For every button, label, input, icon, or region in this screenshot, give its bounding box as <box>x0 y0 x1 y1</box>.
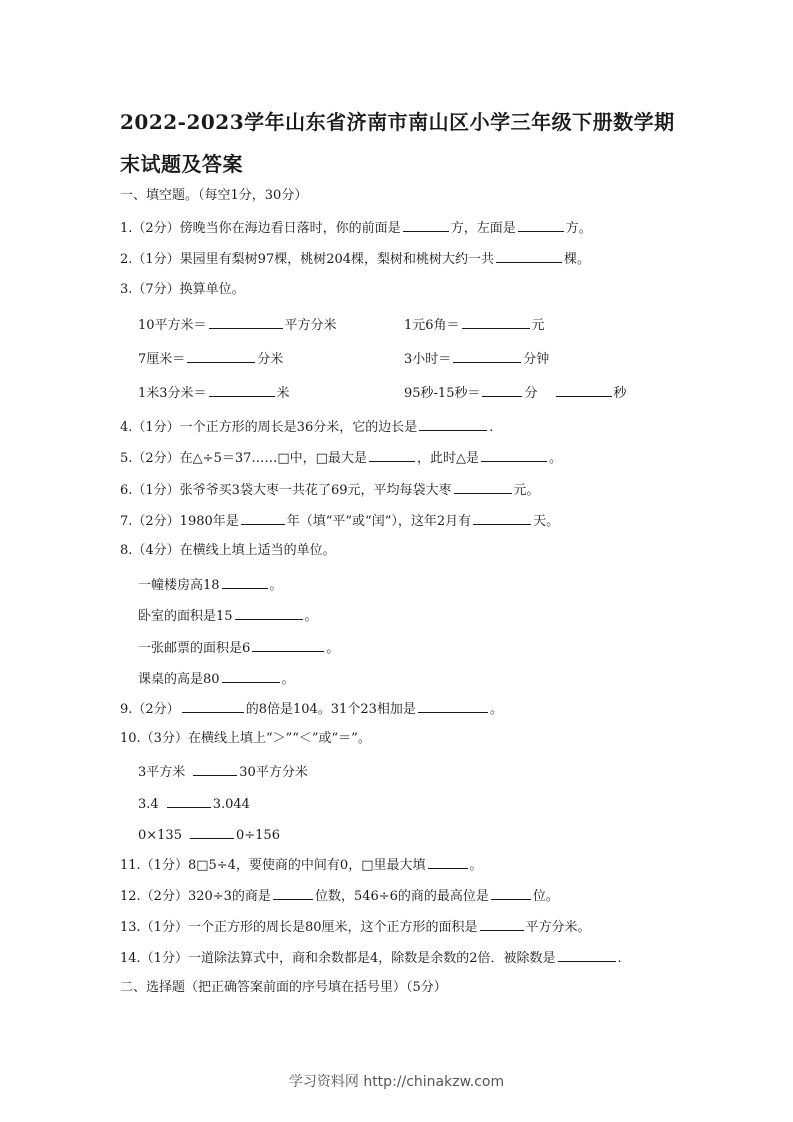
answer-blank[interactable] <box>428 856 468 869</box>
q13-text-a: 13.（1分）一个正方形的周长是80厘米，这个正方形的面积是 <box>120 920 478 935</box>
answer-blank[interactable] <box>209 384 275 397</box>
question-5 <box>120 449 562 467</box>
answer-blank[interactable] <box>209 316 283 329</box>
q3-r1-r2: 元 <box>531 318 545 333</box>
q10-item-2 <box>138 795 250 813</box>
q3-row1-right <box>404 316 545 334</box>
q3-row2-left <box>138 350 283 368</box>
answer-blank[interactable] <box>182 700 244 713</box>
q10-item-3 <box>138 826 280 844</box>
doc-title-line1: 2022-2023学年山东省济南市南山区小学三年级下册数学期 <box>120 110 675 134</box>
q10-item-1 <box>138 763 308 781</box>
q3-row2-right <box>404 350 549 368</box>
question-13 <box>120 918 591 936</box>
q11-text-b: 。 <box>469 858 483 873</box>
q3-r3-l2: 米 <box>276 386 290 401</box>
answer-blank[interactable] <box>462 316 530 329</box>
q12-text-b: 位数，546÷6的商的最高位是 <box>314 889 489 904</box>
answer-blank[interactable] <box>454 481 512 494</box>
q6-text-a: 6.（1分）张爷爷买3袋大枣一共花了69元，平均每袋大枣 <box>120 483 452 498</box>
q5-text-a: 5.（2分）在△÷5＝37……□中，□最大是 <box>120 451 367 466</box>
q7-text-a: 7.（2分）1980年是 <box>120 514 239 529</box>
q1-text-c: 方。 <box>565 221 592 236</box>
q12-text-c: 位。 <box>532 889 559 904</box>
footer-watermark: 学习资料网 http://chinakzw.com <box>288 1074 505 1090</box>
question-12 <box>120 887 559 905</box>
q10-1-right: 30平方分米 <box>239 765 308 780</box>
q3-r1-r1: 1元6角＝ <box>404 318 460 333</box>
answer-blank[interactable] <box>222 670 280 683</box>
q5-text-b: ，此时△是 <box>416 451 479 466</box>
doc-title-line2: 末试题及答案 <box>120 152 243 176</box>
q12-text-a: 12.（2分）320÷3的商是 <box>120 889 271 904</box>
q3-r1-l1: 10平方米＝ <box>138 318 207 333</box>
q8-item-2 <box>138 607 318 625</box>
answer-blank[interactable] <box>273 887 313 900</box>
q9-text-c: 。 <box>489 702 503 717</box>
q10-3-left: 0×135 <box>138 828 182 843</box>
q10-2-left: 3.4 <box>138 797 159 812</box>
answer-blank[interactable] <box>481 449 547 462</box>
q8-item-1 <box>138 576 283 594</box>
q3-r3-r3: 秒 <box>613 386 627 401</box>
answer-blank[interactable] <box>491 887 531 900</box>
answer-blank[interactable] <box>167 795 211 808</box>
question-1 <box>120 219 592 237</box>
q10-3-right: 0÷156 <box>235 828 280 843</box>
q13-text-b: 平方分米。 <box>525 920 591 935</box>
question-11 <box>120 856 483 874</box>
question-8: 8.（4分）在横线上填上适当的单位。 <box>120 543 336 558</box>
answer-blank[interactable] <box>222 576 268 589</box>
answer-blank[interactable] <box>190 826 234 839</box>
answer-blank[interactable] <box>187 350 255 363</box>
q8-3-text: 一张邮票的面积是6 <box>138 641 251 656</box>
q3-row1-left <box>138 316 337 334</box>
answer-blank[interactable] <box>453 350 521 363</box>
question-4 <box>120 418 493 436</box>
q8-2-end: 。 <box>304 609 318 624</box>
q4-text-b: . <box>489 420 494 435</box>
q3-r3-r2: 分 <box>524 386 538 401</box>
q8-4-end: 。 <box>281 672 295 687</box>
q14-text-b: . <box>617 951 622 966</box>
q2-text-b: 棵。 <box>564 252 591 267</box>
question-3: 3.（7分）换算单位。 <box>120 282 245 297</box>
q4-text-a: 4.（1分）一个正方形的周长是36分米，它的边长是 <box>120 420 418 435</box>
q3-r2-l1: 7厘米＝ <box>138 352 186 367</box>
question-14 <box>120 949 622 967</box>
answer-blank[interactable] <box>418 700 488 713</box>
q3-r3-r1: 95秒-15秒＝ <box>404 386 481 401</box>
q8-1-end: 。 <box>269 578 283 593</box>
section-fill-blank-heading: 一、填空题。（每空1分，30分） <box>120 188 308 203</box>
q3-r3-l1: 1米3分米＝ <box>138 386 207 401</box>
question-6 <box>120 481 540 499</box>
answer-blank[interactable] <box>473 512 531 525</box>
q8-item-4 <box>138 670 295 688</box>
section-choice-heading: 二、选择题（把正确答案前面的序号填在括号里）（5分） <box>120 980 447 995</box>
answer-blank[interactable] <box>480 918 524 931</box>
answer-blank[interactable] <box>235 607 303 620</box>
q3-row3-left <box>138 384 290 402</box>
question-7 <box>120 512 559 530</box>
q5-text-c: 。 <box>548 451 562 466</box>
answer-blank[interactable] <box>496 250 562 263</box>
q8-item-3 <box>138 639 339 657</box>
answer-blank[interactable] <box>518 219 564 232</box>
q8-3-end: 。 <box>326 641 340 656</box>
q3-r2-l2: 分米 <box>257 352 284 367</box>
q7-text-c: 天。 <box>533 514 560 529</box>
question-2 <box>120 250 590 268</box>
answer-blank[interactable] <box>241 512 285 525</box>
answer-blank[interactable] <box>556 384 612 397</box>
answer-blank[interactable] <box>482 384 522 397</box>
q8-4-text: 课桌的高是80 <box>138 672 220 687</box>
answer-blank[interactable] <box>369 449 415 462</box>
q6-text-b: 元。 <box>513 483 540 498</box>
question-9 <box>120 700 503 718</box>
q1-text-b: 方，左面是 <box>450 221 516 236</box>
q9-text-a: 9.（2分） <box>120 702 180 717</box>
answer-blank[interactable] <box>403 219 449 232</box>
q10-1-left: 3平方米 <box>138 765 186 780</box>
answer-blank[interactable] <box>252 639 324 652</box>
q3-row3-right <box>404 384 627 402</box>
q1-text-a: 1.（2分）傍晚当你在海边看日落时，你的前面是 <box>120 221 401 236</box>
answer-blank[interactable] <box>419 418 487 431</box>
q11-text-a: 11.（1分）8□5÷4，要使商的中间有0，□里最大填 <box>120 858 426 873</box>
q8-1-text: 一幢楼房高18 <box>138 578 220 593</box>
answer-blank[interactable] <box>193 763 237 776</box>
q3-r2-r2: 分钟 <box>523 352 550 367</box>
q2-text-a: 2.（1分）果园里有梨树97棵，桃树204棵，梨树和桃树大约一共 <box>120 252 495 267</box>
q3-r1-l2: 平方分米 <box>284 318 337 333</box>
answer-blank[interactable] <box>558 949 616 962</box>
q7-text-b: 年（填“平”或“闰”），这年2月有 <box>286 514 472 529</box>
q10-2-right: 3.044 <box>212 797 250 812</box>
q8-2-text: 卧室的面积是15 <box>138 609 233 624</box>
question-10: 10.（3分）在横线上填上“＞”“＜”或“＝”。 <box>120 731 371 746</box>
q9-text-b: 的8倍是104。31个23相加是 <box>245 702 416 717</box>
q14-text-a: 14.（1分）一道除法算式中，商和余数都是4，除数是余数的2倍．被除数是 <box>120 951 556 966</box>
q3-r2-r1: 3小时＝ <box>404 352 452 367</box>
